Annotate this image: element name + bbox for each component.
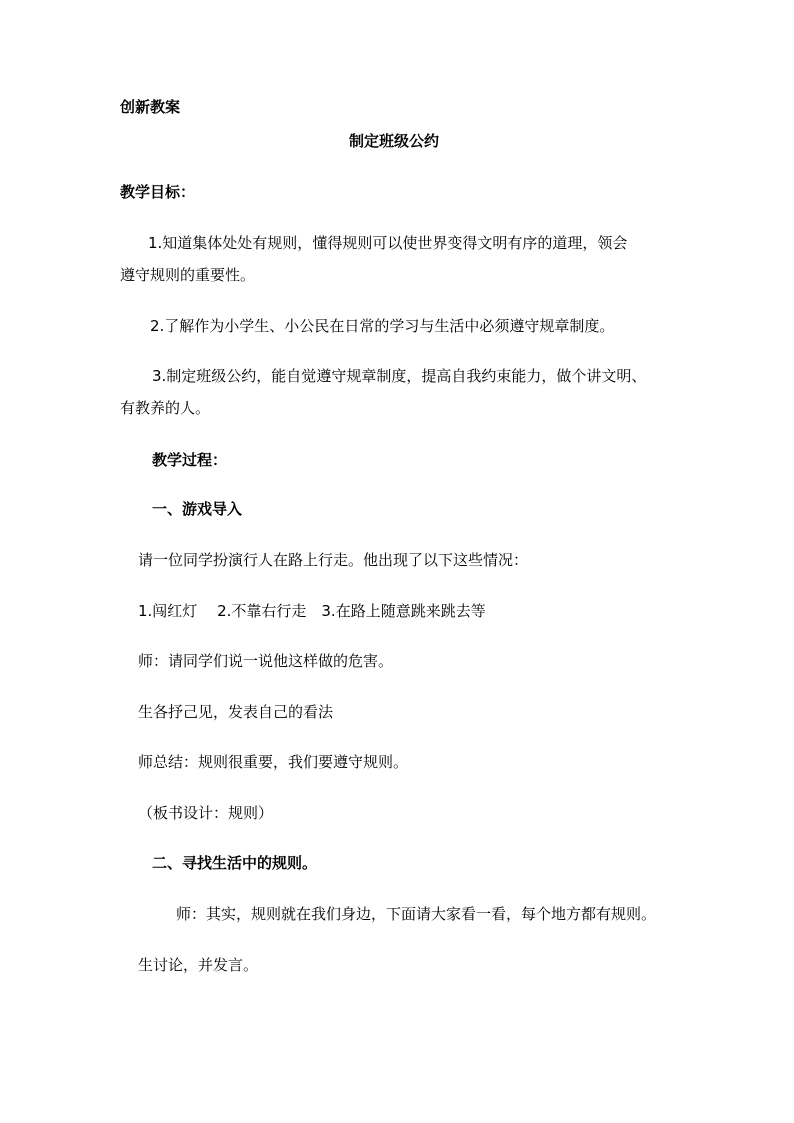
- doc-title: 制定班级公约: [349, 132, 440, 150]
- section-1-heading: 一、游戏导入: [152, 500, 243, 518]
- section-1-paragraph: 师总结：规则很重要，我们要遵守规则。: [138, 753, 409, 771]
- doc-label: 创新教案: [120, 98, 181, 116]
- section-1-paragraph: 生各抒己见，发表自己的看法: [138, 703, 334, 721]
- objective-2: 2.了解作为小学生、小公民在日常的学习与生活中必须遵守规章制度。: [150, 317, 615, 335]
- section-2-paragraph: 师：其实，规则就在我们身边，下面请大家看一看，每个地方都有规则。: [176, 905, 657, 923]
- process-heading: 教学过程：: [152, 451, 228, 469]
- objective-1-line-2: 遵守规则的重要性。: [120, 266, 256, 284]
- objective-3-line-1: 3.制定班级公约，能自觉遵守规章制度，提高自我约束能力，做个讲文明、: [152, 367, 647, 385]
- section-2-heading: 二、寻找生活中的规则。: [152, 854, 318, 872]
- section-1-paragraph: 师：请同学们说一说他这样做的危害。: [138, 652, 394, 670]
- board-design-note: （板书设计：规则）: [138, 804, 274, 822]
- objectives-heading: 教学目标：: [120, 183, 196, 201]
- section-2-paragraph: 生讨论，并发言。: [138, 956, 259, 974]
- objective-3-line-2: 有教养的人。: [120, 399, 211, 417]
- objective-1-line-1: 1.知道集体处处有规则，懂得规则可以使世界变得文明有序的道理，领会: [148, 234, 628, 252]
- section-1-list: 1.闯红灯 2.不靠右行走 3.在路上随意跳来跳去等: [138, 602, 486, 620]
- section-1-paragraph: 请一位同学扮演行人在路上行走。他出现了以下这些情况：: [138, 551, 529, 569]
